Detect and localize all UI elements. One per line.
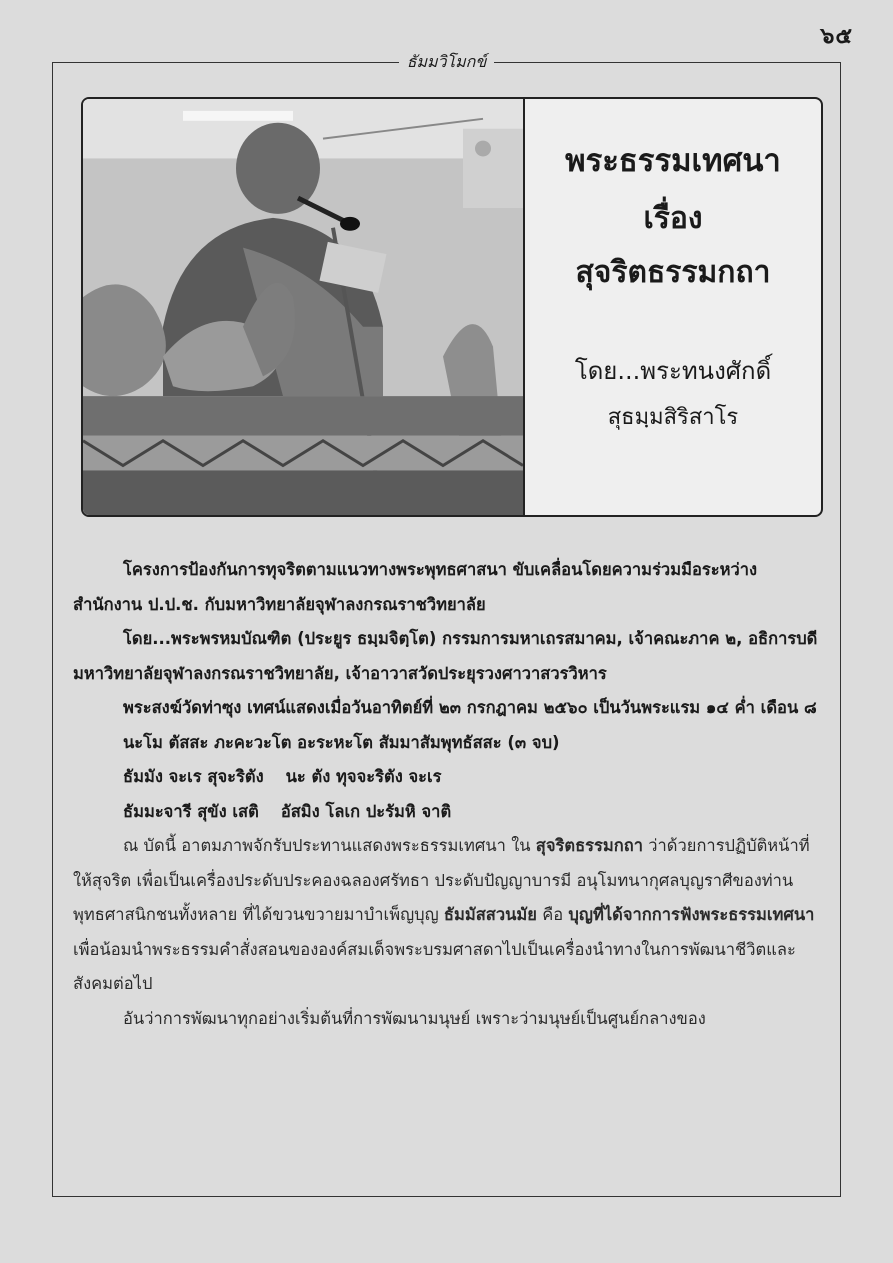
running-head-text: ธัมมวิโมกข์ bbox=[399, 52, 495, 71]
chant-line-1 bbox=[73, 726, 822, 761]
opening-text-c: ว่าด้วยการปฏิบัติหน้าที่ให้สุจริต เพื่อเป็นเครื่องประดับประคองฉลองศรัทธา ประดับปัญญาบารมี อนุโมทนากุศลบุญราศีของท่านพุทธศาสนิกชนทั้งหลาย ที่ได้ขวนขวายมาบำเพ็ญบุญ bbox=[73, 836, 810, 924]
chant-2a: ธัมมัง จะเร สุจะริตัง bbox=[123, 767, 264, 786]
opening-paragraph bbox=[73, 829, 822, 1002]
sermon-subtitle-prefix: เรื่อง bbox=[643, 201, 703, 236]
sermon-subtitle: สุจริตธรรมกถา bbox=[575, 255, 771, 290]
running-head bbox=[53, 50, 840, 75]
page-frame bbox=[52, 52, 841, 1197]
title-box bbox=[525, 99, 821, 515]
page-number: ๖๕ bbox=[820, 23, 853, 49]
project-paragraph: โครงการป้องกันการทุจริตตามแนวทางพระพุทธศาสนา ขับเคลื่อนโดยความร่วมมือระหว่างสำนักงาน ป.ป.ช. กับมหาวิทยาลัยจุฬาลงกรณราชวิทยาลัย bbox=[73, 560, 758, 614]
chant-line-3 bbox=[73, 795, 822, 830]
monk-photo-illustration bbox=[83, 99, 523, 515]
chant-namo: นะโม ตัสสะ ภะคะวะโต อะระหะโต สัมมาสัมพุทธัสสะ (๓ จบ) bbox=[123, 732, 560, 752]
preacher-paragraph: โดย...พระพรหมบัณฑิต (ประยูร ธมฺมจิตฺโต) กรรมการมหาเถรสมาคม, เจ้าคณะภาค ๒, อธิการบดีมหาวิทยาลัยจุฬาลงกรณราชวิทยาลัย, เจ้าอาวาสวัดประยุรวงศาวาสวรวิหาร bbox=[73, 629, 818, 683]
title-banner bbox=[81, 97, 823, 517]
opening-emphasis-merit: ธัมมัสสวนมัย bbox=[443, 905, 537, 924]
author-line-1: โดย...พระทนงศักดิ์ bbox=[574, 357, 772, 385]
opening-text-g: เพื่อน้อมนำพระธรรมคำสั่งสอนขององค์สมเด็จพระบรมศาสดาไปเป็นเครื่องนำทางในการพัฒนาชีวิตและสังคมต่อไป bbox=[73, 939, 796, 993]
development-paragraph: อันว่าการพัฒนาทุกอย่างเริ่มต้นที่การพัฒนามนุษย์ เพราะว่ามนุษย์เป็นศูนย์กลางของ bbox=[123, 1008, 706, 1028]
sermon-title: พระธรรมเทศนา bbox=[565, 143, 781, 179]
body-text bbox=[73, 553, 822, 1036]
opening-emphasis-listening: บุญที่ได้จากการฟังพระธรรมเทศนา bbox=[568, 905, 815, 924]
chant-line-2 bbox=[73, 760, 822, 795]
author-line-2: สุธมฺมสิริสาโร bbox=[607, 405, 739, 430]
chant-3a: ธัมมะจารี สุขัง เสติ bbox=[123, 801, 259, 821]
date-paragraph: พระสงฆ์วัดท่าซุง เทศน์แสดงเมื่อวันอาทิตย์ที่ ๒๓ กรกฎาคม ๒๕๖๐ เป็นวันพระแรม ๑๔ ค่ำ เดือน ๘ bbox=[123, 698, 817, 717]
chant-2b: นะ ตัง ทุจจะริตัง จะเร bbox=[285, 767, 442, 786]
opening-emphasis-sermon: สุจริตธรรมกถา bbox=[535, 836, 644, 855]
opening-text-e: คือ bbox=[536, 905, 569, 924]
opening-text-a: ณ บัดนี้ อาตมภาพจักรับประทานแสดงพระธรรมเทศนา ใน bbox=[123, 836, 536, 855]
chant-3b: อัสมิง โลเก ปะรัมหิ จาติ bbox=[280, 801, 452, 821]
monk-photo bbox=[83, 99, 525, 515]
